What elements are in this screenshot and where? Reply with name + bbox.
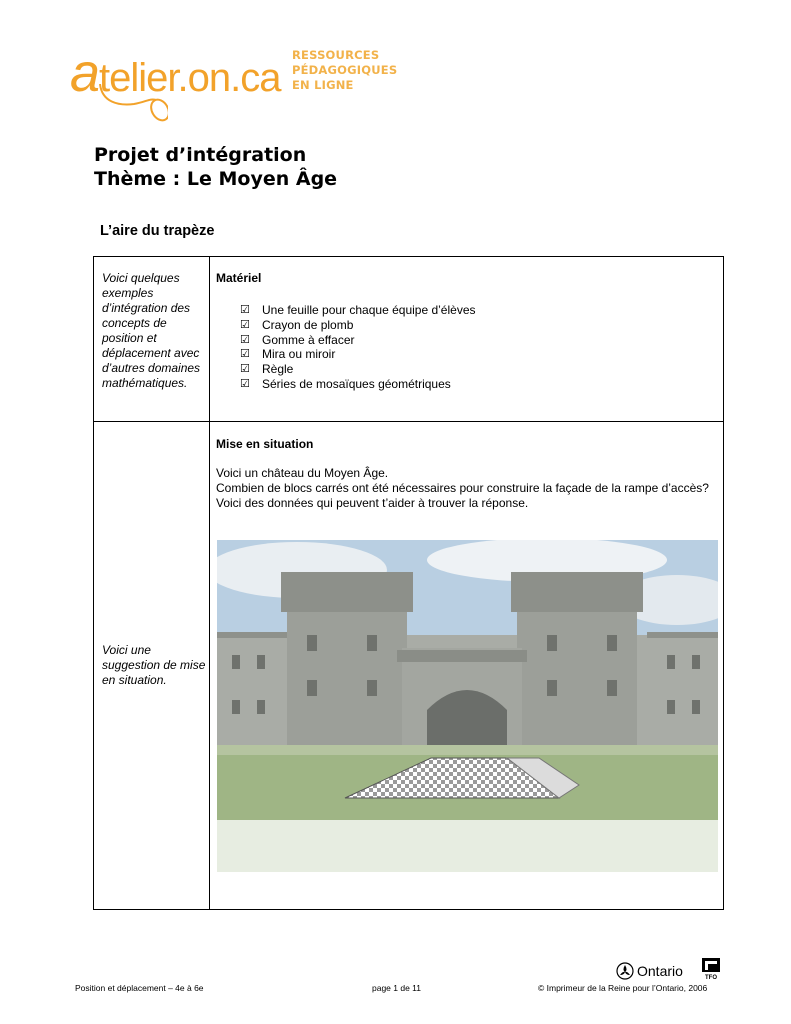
footer-left: Position et déplacement – 4e à 6e [75, 983, 204, 993]
list-item: ☑ Séries de mosaïques géométriques [240, 376, 451, 391]
trillium-icon [616, 962, 634, 980]
tagline-line-1: RESSOURCES [292, 48, 380, 62]
situation-text [216, 466, 716, 511]
row-divider [94, 421, 723, 422]
list-item: ☑ Gomme à effacer [240, 332, 355, 347]
checkbox-checked-icon: ☑ [240, 376, 250, 390]
checkbox-checked-icon: ☑ [240, 317, 250, 331]
list-item: ☑ Une feuille pour chaque équipe d’élèves [240, 303, 476, 317]
row2-side-note: Voici une suggestion de mise en situation. [102, 643, 206, 687]
situation-heading: Mise en situation [216, 437, 314, 451]
tagline-line-2: PÉDAGOGIQUES [292, 63, 398, 77]
footer-page-number: page 1 de 11 [372, 983, 421, 993]
title-line-1: Projet d’intégration [94, 144, 307, 166]
checkbox-checked-icon: ☑ [240, 303, 250, 316]
situation-paragraph-3: Voici des données qui peuvent t’aider à trouver la réponse. [216, 496, 529, 510]
page-title [94, 143, 337, 191]
section-subtitle: L’aire du trapèze [100, 223, 215, 239]
title-line-2: Thème : Le Moyen Âge [94, 168, 338, 190]
logo-letter-a: a [70, 43, 100, 103]
list-item: ☑ Mira ou miroir [240, 347, 336, 362]
tagline-line-3: EN LIGNE [292, 78, 354, 92]
column-divider [209, 257, 210, 909]
situation-paragraph-1: Voici un château du Moyen Âge. [216, 466, 389, 480]
checkbox-checked-icon: ☑ [240, 362, 250, 376]
list-item: ☑ Crayon de plomb [240, 317, 354, 332]
atelier-logo[interactable] [70, 40, 400, 120]
logo-tagline [292, 48, 412, 93]
materials-heading: Matériel [216, 271, 262, 285]
list-item: ☑ Règle [240, 362, 294, 377]
materials-list [240, 303, 476, 392]
row1-side-note: Voici quelques exemples d’intégration des concepts de position et déplacement avec d’autres domaines mathématiques. [102, 271, 201, 390]
castle-image [217, 540, 718, 872]
logo-word-rest: telier.on.ca [99, 56, 281, 100]
checkbox-checked-icon: ☑ [240, 347, 250, 361]
checkbox-checked-icon: ☑ [240, 332, 250, 346]
mouse-icon [98, 84, 168, 124]
tfo-logo [702, 958, 720, 980]
ontario-label: Ontario [637, 963, 683, 979]
footer-copyright: © Imprimeur de la Reine pour l’Ontario, 2006 [538, 983, 708, 993]
situation-paragraph-2: Combien de blocs carrés ont été nécessaires pour construire la façade de la rampe d’accès? [216, 481, 709, 495]
ontario-logo [616, 962, 683, 980]
content-table [93, 256, 724, 910]
tfo-label: TFO [705, 975, 717, 980]
